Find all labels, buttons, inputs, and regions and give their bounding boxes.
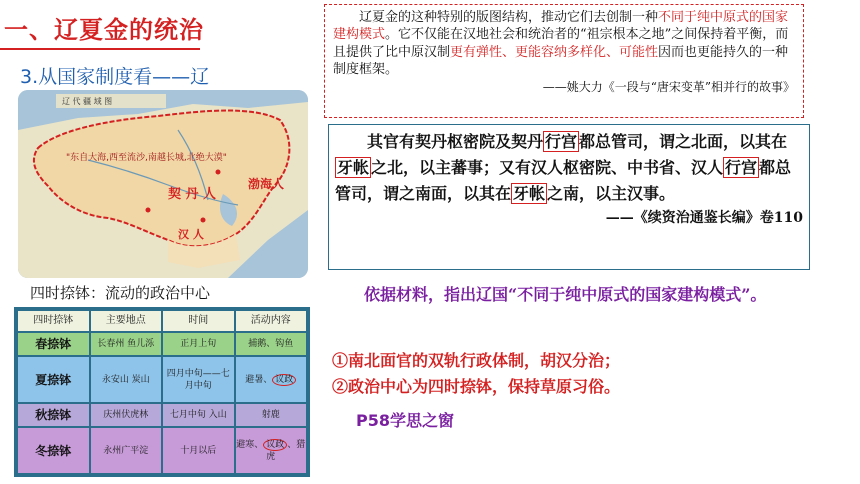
table-row xyxy=(18,357,306,402)
table-header: 主要地点 xyxy=(91,311,162,331)
place-cell: 永州广平淀 xyxy=(91,428,162,473)
activity-cell: 射鹿 xyxy=(236,404,307,426)
circled-activity: 议政 xyxy=(263,439,287,451)
section-subtitle: 3.从国家制度看——辽 xyxy=(20,66,210,88)
map-label-bohai: 渤海人 xyxy=(248,177,285,191)
page-title: 一、辽夏金的统治 xyxy=(4,16,204,44)
table-header: 时间 xyxy=(163,311,234,331)
time-cell: 十月以后 xyxy=(163,428,234,473)
place-cell: 长春州 鱼儿泺 xyxy=(91,333,162,355)
season-cell: 春捺钵 xyxy=(18,333,89,355)
nabo-table xyxy=(14,307,310,477)
answer-2: ②政治中心为四时捺钵，保持草原习俗。 xyxy=(332,377,621,396)
map-extent-label: "东自大海,西至流沙,南越长城,北绝大漠" xyxy=(66,153,227,163)
season-cell: 冬捺钵 xyxy=(18,428,89,473)
place-cell: 永安山 炭山 xyxy=(91,357,162,402)
quote-source: ——《续资治通鉴长编》卷110 xyxy=(605,210,803,226)
map-caption: 四时捺钵：流动的政治中心 xyxy=(30,284,211,302)
time-cell: 正月上旬 xyxy=(163,333,234,355)
highlight-text: 更有弹性、更能容纳多样化、可能性 xyxy=(450,44,659,60)
title-underline xyxy=(0,48,200,50)
quote-box-yao: 辽夏金的这种特别的版图结构，推动它们去创制一种不同于纯中原式的国家建构模式。它不仅能在汉地社会和统治者的“祖宗根本之地”之间保持着平衡，而且提供了比中原汉制更有弹性、更能容纳多样化、可能性因而也更能持久的一种制度框架。 ——姚大力《一段与“唐宋变革”相并行的故事》 xyxy=(324,4,804,118)
boxed-term: 行宫 xyxy=(545,132,578,151)
activity-cell: 避暑、 议政 xyxy=(236,357,307,402)
quote-box-changbian: 其官有契丹枢密院及契丹 行宫 都总管司，谓之北面，以其在牙帐 之北，以主蕃事；又有汉人枢密院、中书省、汉人 行宫 都总管司，谓之南面，以其在 牙帐 之南，以主汉事。 ——《续资治通鉴长编》卷110 xyxy=(328,124,810,270)
circled-activity: 议政 xyxy=(272,374,296,386)
table-header: 四时捺钵 xyxy=(18,311,89,331)
table-row xyxy=(18,333,306,355)
answer-1: ①南北面官的双轨行政体制，胡汉分治； xyxy=(332,351,621,370)
season-cell: 秋捺钵 xyxy=(18,404,89,426)
time-cell: 七月中旬 入山 xyxy=(163,404,234,426)
boxed-term: 牙帐 xyxy=(337,158,370,177)
liao-territory-map xyxy=(18,90,308,278)
activity-cell: 捕鹅、钩鱼 xyxy=(236,333,307,355)
textbook-reference: P58学思之窗 xyxy=(356,411,454,430)
table-row xyxy=(18,404,306,426)
time-cell: 四月中旬——七月中旬 xyxy=(163,357,234,402)
map-title: 辽 代 疆 域 图 xyxy=(62,97,113,106)
quote-source: ——姚大力《一段与“唐宋变革”相并行的故事》 xyxy=(542,79,795,94)
map-label-qidan: 契 丹 人 xyxy=(168,187,217,202)
highlight-text: 不同于纯中原式的国家建构模式 xyxy=(333,10,789,43)
season-cell: 夏捺钵 xyxy=(18,357,89,402)
question-text: 依据材料，指出辽国“不同于纯中原式的国家建构模式”。 xyxy=(364,285,767,304)
table-row xyxy=(18,428,306,473)
activity-cell: 避寒、 议政 、猎虎 xyxy=(236,428,307,473)
table-header: 活动内容 xyxy=(236,311,307,331)
map-label-han: 汉 人 xyxy=(178,228,204,241)
boxed-term: 牙帐 xyxy=(513,184,546,203)
boxed-term: 行宫 xyxy=(725,158,758,177)
place-cell: 庆州伏虎林 xyxy=(91,404,162,426)
